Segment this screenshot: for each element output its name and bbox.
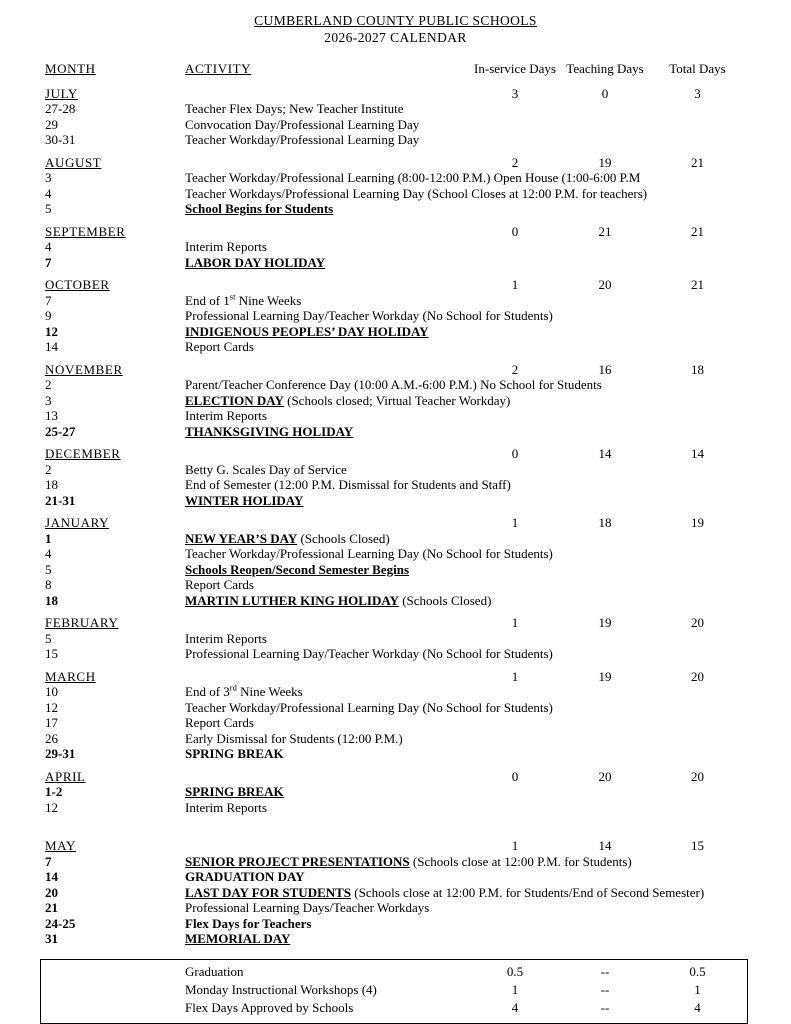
activity-row [0, 593, 791, 609]
teaching-days-value: 20 [598, 768, 612, 784]
activity-segment: Report Cards [185, 339, 254, 354]
activity-row [0, 132, 791, 148]
calendar-rows [0, 86, 791, 947]
activity-segment: Teacher Workday/Professional Learning Day (No School for Students) [185, 699, 553, 715]
activity-segment: Betty G. Scales Day of Service [185, 461, 347, 477]
date-cell: 24-25 [45, 915, 76, 931]
activity-text [185, 117, 470, 133]
activity-segment: End of Semester (12:00 P.M. Dismissal for Students and Staff) [185, 477, 511, 492]
date-cell: 30-31 [45, 132, 76, 147]
activity-segment: Teacher Workday/Professional Learning (8:00-12:00 P.M.) Open House (1:00-6:00 P.M [185, 170, 641, 185]
total-days-value: 20 [691, 668, 704, 684]
activity-segment: INDIGENOUS PEOPLES’ DAY HOLIDAY [185, 323, 429, 339]
column-headers [0, 61, 791, 77]
activity-segment: MARTIN LUTHER KING HOLIDAY [185, 592, 399, 608]
date-cell: 7 [45, 254, 52, 270]
activity-text [185, 800, 470, 816]
summary-spacer [41, 963, 185, 981]
date-cell: 3 [45, 170, 52, 185]
date-cell: 1-2 [45, 784, 63, 799]
date-cell: 14 [45, 869, 58, 884]
activity-segment: THANKSGIVING HOLIDAY [185, 423, 354, 439]
activity-text [185, 731, 470, 747]
teaching-days-value: 18 [598, 515, 612, 530]
month-name: MAY [45, 838, 76, 853]
activity-text [185, 170, 641, 186]
activity-segment: School Begins for Students [185, 201, 334, 216]
activity-row [0, 784, 791, 800]
activity-segment: (Schools Closed) [398, 592, 492, 608]
month-activity-spacer [185, 515, 470, 531]
summary-label: Monday Instructional Workshops (4) [185, 981, 377, 997]
inservice-days-value: 2 [511, 361, 519, 377]
activity-text [185, 377, 602, 393]
activity-row [0, 462, 791, 478]
teaching-days-value: 0 [601, 85, 609, 101]
activity-row [0, 101, 791, 117]
activity-text [185, 308, 553, 324]
teaching-days-value: 19 [598, 154, 612, 170]
activity-text [185, 201, 470, 217]
summary-rows [41, 963, 747, 1017]
date-cell: 21-31 [45, 492, 76, 508]
activity-row [0, 477, 791, 493]
activity-text [185, 424, 470, 440]
total-days-value: 15 [691, 838, 704, 853]
column-header-total-days: Total Days [669, 61, 726, 76]
date-cell: 18 [45, 477, 58, 492]
activity-row [0, 201, 791, 217]
date-cell: 25-27 [45, 423, 76, 439]
date-cell: 2 [45, 377, 52, 392]
document-subtitle: 2026-2027 CALENDAR [324, 30, 467, 45]
total-days-value: 0.5 [689, 963, 706, 979]
activity-segment: (Schools close at 12:00 P.M. for Students/End of Second Semester) [351, 884, 705, 900]
activity-row [0, 931, 791, 947]
teaching-days-value: 21 [598, 223, 612, 239]
activity-row [0, 715, 791, 731]
total-days-value: 3 [694, 85, 701, 101]
activity-text [185, 784, 470, 800]
activity-segment: Teacher Flex Days; New Teacher Institute [185, 101, 404, 116]
teaching-days-value: 19 [598, 668, 612, 684]
activity-text [185, 339, 470, 355]
activity-segment: SPRING BREAK [185, 746, 284, 761]
activity-text [185, 631, 470, 647]
activity-segment: Interim Reports [185, 799, 267, 815]
column-header-inservice-days: In-service Days [474, 61, 556, 76]
date-cell: 2 [45, 461, 52, 477]
teaching-days-value: 20 [598, 277, 612, 292]
teaching-days-value: -- [600, 999, 610, 1015]
activity-segment: Early Dismissal for Students (12:00 P.M.) [185, 730, 403, 746]
activity-segment: Interim Reports [185, 408, 267, 423]
month-activity-spacer [185, 86, 470, 102]
month-name: JANUARY [45, 515, 110, 530]
activity-text [185, 746, 470, 762]
month-activity-spacer [185, 669, 470, 685]
column-header-month: MONTH [45, 61, 96, 76]
activity-text [185, 715, 470, 731]
activity-row [0, 900, 791, 916]
month-row [0, 615, 791, 631]
date-cell: 7 [45, 853, 52, 869]
inservice-days-value: 1 [511, 277, 519, 292]
activity-segment: st [229, 291, 236, 302]
month-name: APRIL [45, 768, 86, 784]
activity-row [0, 562, 791, 578]
summary-spacer [41, 981, 185, 999]
activity-row [0, 493, 791, 509]
activity-row [0, 308, 791, 324]
activity-text [185, 884, 705, 901]
total-days-value: 19 [691, 515, 704, 530]
date-cell: 5 [45, 201, 52, 216]
activity-text [185, 577, 470, 593]
activity-segment: Teacher Workdays/Professional Learning Day (School Closes at 12:00 P.M. for teachers) [185, 185, 648, 201]
activity-segment: NEW YEAR’S DAY [185, 530, 298, 546]
month-name: AUGUST [45, 154, 102, 170]
activity-segment: Professional Learning Day/Teacher Workday (No School for Students) [185, 646, 553, 661]
month-activity-spacer [185, 769, 470, 785]
date-cell: 12 [45, 323, 58, 339]
inservice-days-value: 0.5 [506, 963, 524, 979]
activity-row [0, 255, 791, 271]
activity-segment: Flex Days for Teachers [185, 915, 312, 931]
inservice-days-value: 1 [511, 668, 519, 684]
inservice-days-value: 1 [511, 838, 519, 853]
activity-segment: Teacher Workday/Professional Learning Day (No School for Students) [185, 546, 553, 561]
summary-row [41, 999, 747, 1017]
month-name: JULY [45, 85, 78, 101]
activity-segment: Report Cards [185, 715, 254, 730]
activity-text [185, 185, 648, 202]
month-activity-spacer [185, 362, 470, 378]
activity-row [0, 546, 791, 562]
activity-text [185, 546, 553, 562]
activity-row [0, 393, 791, 409]
activity-text [185, 853, 632, 870]
month-name: OCTOBER [45, 277, 110, 292]
inservice-days-value: 1 [511, 515, 519, 530]
teaching-days-value: -- [600, 963, 610, 979]
date-cell: 9 [45, 308, 52, 323]
activity-segment: MEMORIAL DAY [185, 931, 291, 946]
month-row [0, 446, 791, 462]
date-cell: 10 [45, 684, 58, 699]
month-row [0, 515, 791, 531]
date-cell: 7 [45, 292, 52, 308]
activity-text [185, 324, 470, 340]
date-cell: 1 [45, 530, 52, 546]
total-days-value: 20 [691, 615, 704, 630]
activity-text [185, 239, 470, 255]
date-cell: 3 [45, 392, 52, 408]
summary-label: Graduation [185, 963, 244, 979]
total-days-value: 18 [691, 361, 704, 377]
date-cell: 4 [45, 185, 52, 201]
activity-segment: Interim Reports [185, 239, 267, 254]
activity-segment: Nine Weeks [236, 684, 303, 699]
activity-row [0, 424, 791, 440]
activity-row [0, 239, 791, 255]
summary-row [41, 963, 747, 981]
date-cell: 29-31 [45, 746, 76, 761]
date-cell: 5 [45, 561, 52, 577]
summary-label: Flex Days Approved by Schools [185, 999, 354, 1015]
inservice-days-value: 0 [511, 223, 519, 239]
date-cell: 4 [45, 239, 52, 254]
date-cell: 13 [45, 408, 58, 423]
activity-text [185, 392, 511, 409]
activity-text [185, 477, 511, 493]
activity-segment: ELECTION DAY [185, 392, 284, 408]
inservice-days-value: 1 [511, 981, 519, 997]
summary-row [41, 981, 747, 999]
activity-row [0, 916, 791, 932]
activity-segment: Parent/Teacher Conference Day (10:00 A.M.-6:00 P.M.) No School for Students [185, 377, 602, 392]
activity-segment: WINTER HOLIDAY [185, 492, 304, 508]
inservice-days-value: 1 [511, 615, 519, 630]
activity-text [185, 531, 470, 547]
date-cell: 18 [45, 592, 58, 608]
month-activity-spacer [185, 155, 470, 171]
month-name: SEPTEMBER [45, 223, 126, 239]
activity-row [0, 885, 791, 901]
teaching-days-value: 14 [598, 838, 612, 853]
month-row [0, 86, 791, 102]
activity-row [0, 577, 791, 593]
summary-spacer [41, 999, 185, 1017]
month-name: FEBRUARY [45, 615, 119, 630]
activity-row [0, 631, 791, 647]
date-cell: 5 [45, 630, 52, 646]
activity-segment: Professional Learning Days/Teacher Workdays [185, 900, 430, 915]
activity-text [185, 462, 470, 478]
activity-text [185, 255, 470, 271]
activity-text [185, 646, 553, 662]
activity-segment: Schools Reopen/Second Semester Begins [185, 561, 410, 577]
activity-text [185, 916, 470, 932]
inservice-days-value: 0 [511, 446, 519, 461]
activity-segment: Nine Weeks [235, 292, 302, 308]
activity-text [185, 101, 470, 117]
activity-segment: Professional Learning Day/Teacher Workday (No School for Students) [185, 308, 553, 323]
activity-text [185, 684, 470, 700]
total-days-value: 20 [691, 768, 704, 784]
inservice-days-value: 0 [511, 768, 519, 784]
total-days-value: 21 [691, 223, 704, 239]
activity-segment: rd [229, 682, 237, 693]
month-row [0, 362, 791, 378]
date-cell: 17 [45, 715, 58, 730]
activity-segment: Teacher Workday/Professional Learning Day [185, 132, 420, 147]
activity-text [185, 293, 470, 309]
activity-row [0, 324, 791, 340]
month-row [0, 669, 791, 685]
activity-row [0, 800, 791, 816]
month-row [0, 838, 791, 854]
total-days-value: 14 [691, 446, 704, 461]
date-cell: 27-28 [45, 101, 76, 116]
activity-text [185, 931, 470, 947]
month-activity-spacer [185, 277, 470, 293]
month-row [0, 224, 791, 240]
date-cell: 20 [45, 884, 58, 900]
activity-segment: Interim Reports [185, 630, 267, 646]
activity-text [185, 900, 470, 916]
activity-row [0, 377, 791, 393]
total-days-value: 1 [694, 981, 701, 997]
month-name: NOVEMBER [45, 361, 123, 377]
activity-text [185, 562, 470, 578]
activity-text [185, 869, 470, 885]
date-cell: 29 [45, 116, 58, 132]
activity-row [0, 700, 791, 716]
activity-row [0, 531, 791, 547]
activity-segment: End of 1 [185, 292, 230, 308]
activity-row [0, 731, 791, 747]
activity-segment: End of 3 [185, 684, 230, 699]
date-cell: 8 [45, 577, 52, 592]
date-cell: 31 [45, 931, 58, 946]
activity-row [0, 684, 791, 700]
activity-row [0, 117, 791, 133]
activity-segment: (Schools Closed) [297, 530, 390, 546]
activity-row [0, 170, 791, 186]
activity-segment: LABOR DAY HOLIDAY [185, 254, 326, 270]
total-days-value: 21 [691, 277, 704, 292]
date-cell: 15 [45, 646, 58, 661]
activity-segment: Report Cards [185, 577, 254, 592]
activity-text [185, 493, 470, 509]
teaching-days-value: -- [600, 981, 610, 997]
inservice-days-value: 3 [511, 85, 519, 101]
activity-row [0, 869, 791, 885]
total-days-value: 4 [694, 999, 701, 1015]
document-title: CUMBERLAND COUNTY PUBLIC SCHOOLS [254, 13, 537, 28]
teaching-days-value: 14 [598, 446, 612, 461]
activity-segment: (Schools closed; Virtual Teacher Workday) [283, 392, 511, 408]
total-days-value: 21 [691, 154, 704, 170]
activity-segment: LAST DAY FOR STUDENTS [185, 884, 352, 900]
month-row [0, 277, 791, 293]
activity-text [185, 592, 492, 609]
activity-row [0, 646, 791, 662]
summary-box [40, 959, 748, 1024]
activity-segment: Convocation Day/Professional Learning Day [185, 116, 420, 132]
date-cell: 26 [45, 730, 58, 746]
month-activity-spacer [185, 446, 470, 462]
activity-text [185, 132, 470, 148]
activity-segment: GRADUATION DAY [185, 869, 305, 884]
date-cell: 14 [45, 339, 58, 354]
activity-row [0, 854, 791, 870]
inservice-days-value: 4 [511, 999, 519, 1015]
activity-segment: SENIOR PROJECT PRESENTATIONS [185, 853, 410, 869]
activity-row [0, 408, 791, 424]
activity-text [185, 408, 470, 424]
activity-segment: (Schools close at 12:00 P.M. for Students) [409, 853, 632, 869]
date-cell: 21 [45, 900, 58, 915]
month-row [0, 155, 791, 171]
activity-row [0, 339, 791, 355]
month-row [0, 769, 791, 785]
teaching-days-value: 19 [598, 615, 612, 630]
date-cell: 4 [45, 546, 52, 561]
date-cell: 12 [45, 699, 58, 715]
date-cell: 12 [45, 799, 58, 815]
inservice-days-value: 2 [511, 154, 519, 170]
month-name: MARCH [45, 668, 96, 684]
month-activity-spacer [185, 838, 470, 854]
column-header-teaching-days: Teaching Days [566, 61, 644, 76]
month-name: DECEMBER [45, 446, 121, 461]
month-activity-spacer [185, 224, 470, 240]
column-header-activity: ACTIVITY [185, 61, 252, 76]
activity-row [0, 746, 791, 762]
activity-segment: SPRING BREAK [185, 784, 284, 799]
month-activity-spacer [185, 615, 470, 631]
teaching-days-value: 16 [598, 361, 612, 377]
activity-row [0, 186, 791, 202]
activity-row [0, 293, 791, 309]
activity-text [185, 699, 553, 716]
